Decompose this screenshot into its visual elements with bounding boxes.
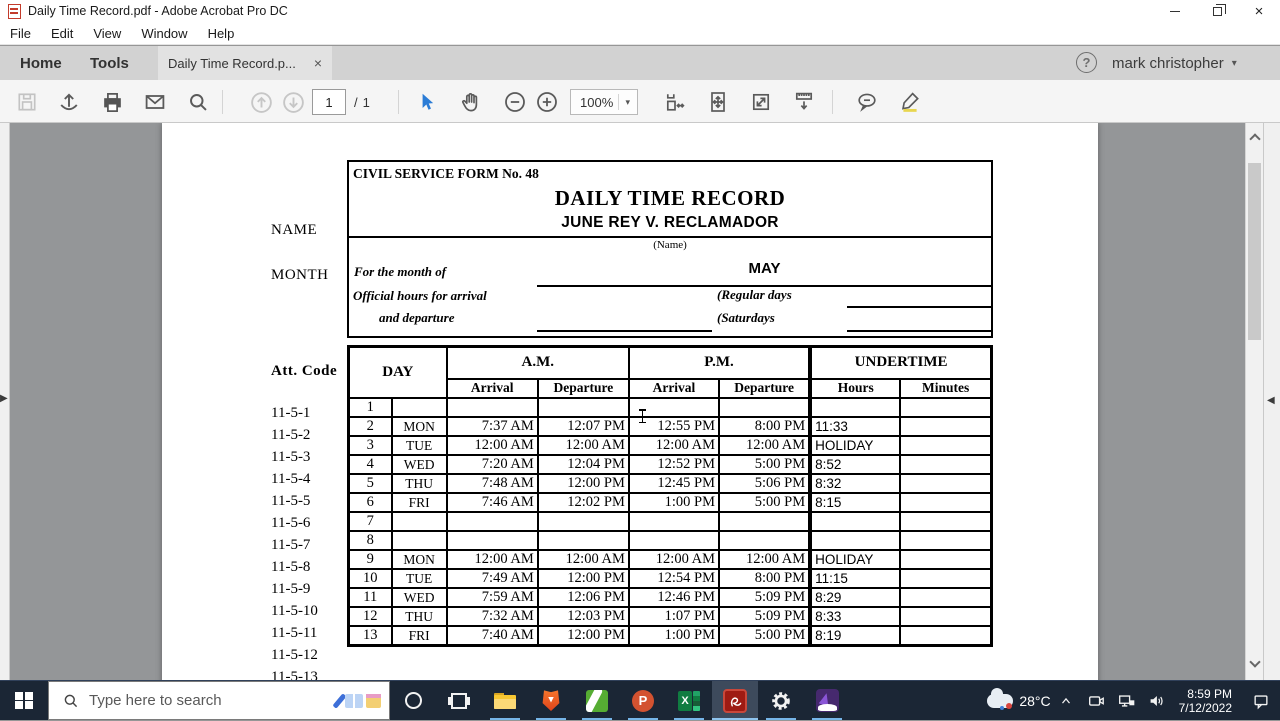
form-title: DAILY TIME RECORD: [349, 186, 991, 211]
cell-am-arrival: 7:32 AM: [447, 607, 538, 626]
cell-am-departure: 12:00 PM: [538, 474, 629, 493]
network-button[interactable]: [1111, 681, 1141, 721]
att-code: 11-5-4: [271, 469, 318, 491]
table-row: [349, 626, 992, 646]
header-pm-departure: Departure: [719, 379, 810, 398]
header-pm-arrival: Arrival: [629, 379, 719, 398]
att-code: 11-5-10: [271, 601, 318, 623]
cell-day: 6: [349, 493, 392, 512]
cell-dayname: MON: [392, 417, 447, 436]
cell-pm-departure: [719, 398, 810, 417]
document-viewer: [0, 123, 1280, 680]
toolbar-separator: [222, 90, 223, 114]
cell-pm-arrival: [629, 512, 719, 531]
table-row: [349, 531, 992, 550]
cell-pm-arrival: 12:00 AM: [629, 436, 719, 455]
cell-day: 10: [349, 569, 392, 588]
cell-hours: [810, 512, 900, 531]
tab-close-icon[interactable]: ×: [314, 55, 322, 71]
chevron-down-icon: ▾: [1232, 58, 1237, 69]
cell-am-departure: 12:04 PM: [538, 455, 629, 474]
email-button[interactable]: [140, 87, 170, 117]
cell-minutes: [900, 436, 991, 455]
fit-width-button[interactable]: [660, 87, 690, 117]
side-label-att-code: Att. Code: [271, 363, 337, 380]
gear-icon: [770, 690, 792, 712]
cell-pm-arrival: 1:00 PM: [629, 626, 719, 646]
att-code: 11-5-3: [271, 447, 318, 469]
scrolling-mode-icon: [792, 90, 816, 114]
network-icon: [1117, 692, 1135, 710]
menu-window[interactable]: Window: [131, 26, 197, 41]
cell-hours: 11:15: [810, 569, 900, 588]
cell-dayname: WED: [392, 588, 447, 607]
cell-minutes: [900, 474, 991, 493]
cell-pm-arrival: 12:52 PM: [629, 455, 719, 474]
highlighter-icon: [898, 90, 922, 114]
cell-day: 1: [349, 398, 392, 417]
month-label: For the month of: [354, 264, 446, 280]
cell-minutes: [900, 398, 991, 417]
clock[interactable]: [1179, 687, 1232, 715]
account-name: mark christopher: [1112, 55, 1224, 72]
cell-dayname: TUE: [392, 436, 447, 455]
weather-widget[interactable]: [987, 681, 1050, 721]
cell-pm-departure: 5:09 PM: [719, 588, 810, 607]
zoom-in-button[interactable]: [532, 87, 562, 117]
comment-button[interactable]: [852, 87, 882, 117]
att-code: 11-5-9: [271, 579, 318, 601]
header-am-departure: Departure: [538, 379, 629, 398]
text-cursor: [638, 409, 647, 423]
cell-hours: 11:33: [810, 417, 900, 436]
cell-am-departure: [538, 398, 629, 417]
underline: [847, 330, 992, 332]
restore-icon: [1213, 7, 1222, 16]
cell-pm-arrival: 12:45 PM: [629, 474, 719, 493]
cell-am-arrival: 7:40 AM: [447, 626, 538, 646]
zoom-level-dropdown[interactable]: [570, 89, 638, 115]
table-row: [349, 569, 992, 588]
taskbar-search-input[interactable]: [48, 681, 390, 720]
cell-am-arrival: 7:46 AM: [447, 493, 538, 512]
table-row: [349, 436, 992, 455]
speaker-icon: [1147, 692, 1165, 710]
table-row: [349, 550, 992, 569]
cell-day: 13: [349, 626, 392, 646]
att-code: 11-5-8: [271, 557, 318, 579]
acrobat-button[interactable]: [712, 681, 758, 720]
table-row: [349, 455, 992, 474]
title-bar: [0, 0, 1280, 22]
cell-hours: HOLIDAY: [810, 436, 900, 455]
cell-day: 2: [349, 417, 392, 436]
cell-pm-departure: 5:00 PM: [719, 493, 810, 512]
cell-am-departure: 12:00 AM: [538, 436, 629, 455]
header-am-arrival: Arrival: [447, 379, 538, 398]
weather-cloud-icon: [987, 694, 1013, 708]
zoom-in-icon: [535, 90, 559, 114]
page-count-separator: /: [354, 95, 358, 110]
cell-dayname: [392, 512, 447, 531]
cell-am-departure: 12:00 PM: [538, 626, 629, 646]
cell-pm-arrival: 1:07 PM: [629, 607, 719, 626]
zoom-out-button[interactable]: [500, 87, 530, 117]
highlighter-button[interactable]: [895, 87, 925, 117]
name-caption: (Name): [349, 239, 991, 251]
tab-home[interactable]: Home: [14, 46, 68, 80]
side-label-name: NAME: [271, 222, 317, 239]
hand-icon: [459, 90, 483, 114]
cell-pm-departure: [719, 512, 810, 531]
folder-icon: [494, 693, 516, 709]
minimize-button[interactable]: [1154, 0, 1196, 22]
cell-dayname: THU: [392, 607, 447, 626]
att-code: 11-5-7: [271, 535, 318, 557]
acrobat-icon: [723, 689, 747, 713]
att-code: 11-5-5: [271, 491, 318, 513]
official-hours-line2: and departure: [379, 310, 454, 326]
pdf-file-icon: [8, 4, 21, 19]
cell-am-arrival: 7:59 AM: [447, 588, 538, 607]
att-code: 11-5-6: [271, 513, 318, 535]
toolbar: [0, 80, 1280, 123]
side-label-month: MONTH: [271, 267, 329, 284]
cell-am-arrival: [447, 398, 538, 417]
volume-button[interactable]: [1141, 681, 1171, 721]
header-hours: Hours: [810, 379, 900, 398]
print-icon: [101, 91, 124, 114]
cortana-icon: [405, 692, 422, 709]
brave-browser-button[interactable]: [528, 681, 574, 720]
page-number-input[interactable]: 1: [312, 89, 346, 115]
scrollbar-thumb[interactable]: [1248, 163, 1261, 340]
window-controls: [1154, 0, 1280, 22]
menu-view[interactable]: View: [83, 26, 131, 41]
purple-app-button[interactable]: [804, 681, 850, 720]
pdf-page: [162, 123, 1098, 680]
cell-hours: [810, 398, 900, 417]
header-day: DAY: [349, 347, 447, 398]
cell-pm-departure: 5:06 PM: [719, 474, 810, 493]
cell-hours: 8:15: [810, 493, 900, 512]
previous-page-button[interactable]: [246, 87, 276, 117]
cell-minutes: [900, 493, 991, 512]
header-undertime: UNDERTIME: [810, 347, 991, 379]
cell-minutes: [900, 550, 991, 569]
zoom-out-icon: [503, 90, 527, 114]
page-count-total: 1: [363, 95, 370, 110]
toolbar-separator: [832, 90, 833, 114]
scroll-up-icon[interactable]: [1249, 133, 1260, 144]
excel-button[interactable]: [666, 681, 712, 720]
cell-am-departure: 12:00 PM: [538, 569, 629, 588]
cell-am-arrival: 7:48 AM: [447, 474, 538, 493]
cell-am-departure: [538, 531, 629, 550]
cell-pm-arrival: 1:00 PM: [629, 493, 719, 512]
taskbar: [0, 680, 1280, 720]
print-button[interactable]: [97, 87, 127, 117]
chevron-down-icon: ▾: [618, 94, 637, 110]
cell-pm-departure: 12:00 AM: [719, 550, 810, 569]
meet-now-icon: [1087, 692, 1105, 710]
cell-day: 9: [349, 550, 392, 569]
form-number: CIVIL SERVICE FORM No. 48: [353, 166, 539, 182]
scroll-down-button[interactable]: [1246, 658, 1263, 666]
fit-width-icon: [663, 90, 687, 114]
minimize-icon: [1170, 11, 1180, 12]
cell-day: 3: [349, 436, 392, 455]
account-menu[interactable]: [1112, 46, 1237, 80]
chevron-up-icon: [1059, 694, 1073, 708]
scroll-down-icon: [1249, 656, 1260, 667]
month-value: MAY: [537, 260, 992, 277]
zoom-level-value: 100%: [571, 95, 618, 110]
select-tool-button[interactable]: [412, 87, 442, 117]
start-button[interactable]: [0, 681, 48, 720]
underline: [537, 330, 712, 332]
purple-app-icon: [816, 689, 839, 712]
header-pm: P.M.: [629, 347, 810, 379]
scrolling-mode-button[interactable]: [789, 87, 819, 117]
cell-am-departure: 12:07 PM: [538, 417, 629, 436]
page-up-icon: [249, 90, 274, 115]
cell-minutes: [900, 569, 991, 588]
cell-am-departure: 12:03 PM: [538, 607, 629, 626]
search-icon: [187, 91, 210, 114]
window-title: Daily Time Record.pdf - Adobe Acrobat Pro DC: [28, 4, 288, 18]
actual-size-icon: [749, 90, 773, 114]
cell-pm-arrival: 12:00 AM: [629, 550, 719, 569]
cell-pm-departure: 8:00 PM: [719, 569, 810, 588]
header-minutes: Minutes: [900, 379, 991, 398]
cell-am-arrival: 7:20 AM: [447, 455, 538, 474]
cell-am-departure: [538, 512, 629, 531]
regular-days-label: (Regular days: [717, 287, 792, 303]
book-icon: [345, 694, 363, 708]
cell-dayname: FRI: [392, 493, 447, 512]
cell-hours: HOLIDAY: [810, 550, 900, 569]
powerpoint-icon: P: [632, 690, 654, 712]
table-row: [349, 417, 992, 436]
system-tray: [987, 681, 1280, 720]
page-down-icon: [281, 90, 306, 115]
fit-page-icon: [706, 90, 730, 114]
cell-dayname: [392, 398, 447, 417]
employee-name: JUNE REY V. RECLAMADOR: [349, 214, 991, 232]
file-explorer-button[interactable]: [482, 681, 528, 720]
att-code: 11-5-2: [271, 425, 318, 447]
cell-minutes: [900, 607, 991, 626]
save-button[interactable]: [12, 87, 42, 117]
cell-pm-departure: 5:00 PM: [719, 455, 810, 474]
tab-bar: [0, 46, 1280, 80]
cell-day: 11: [349, 588, 392, 607]
cell-day: 8: [349, 531, 392, 550]
cell-dayname: FRI: [392, 626, 447, 646]
next-page-button[interactable]: [278, 87, 308, 117]
underline: [847, 306, 992, 308]
table-row: [349, 493, 992, 512]
page-count: [354, 89, 370, 115]
cell-pm-arrival: [629, 531, 719, 550]
cell-hours: 8:19: [810, 626, 900, 646]
cell-day: 7: [349, 512, 392, 531]
vertical-scrollbar[interactable]: [1245, 123, 1263, 680]
notification-icon: [1252, 692, 1270, 710]
tab-document[interactable]: [158, 46, 332, 80]
cell-hours: 8:32: [810, 474, 900, 493]
form-header-box: [347, 160, 993, 238]
task-view-button[interactable]: [436, 681, 482, 720]
table-row: [349, 474, 992, 493]
cell-am-departure: 12:06 PM: [538, 588, 629, 607]
cell-am-departure: 12:02 PM: [538, 493, 629, 512]
coreldraw-icon: [586, 690, 608, 712]
save-icon: [16, 91, 38, 113]
toolbar-separator: [398, 90, 399, 114]
temperature: 28°C: [1019, 693, 1050, 709]
menu-bar: [0, 22, 1280, 45]
cell-hours: 8:29: [810, 588, 900, 607]
email-icon: [143, 90, 167, 114]
form-month-box: [347, 238, 993, 338]
right-panel-strip[interactable]: [1263, 123, 1280, 680]
cell-minutes: [900, 588, 991, 607]
right-panel-expand-icon[interactable]: ◀: [1267, 395, 1275, 406]
clock-time: 8:59 PM: [1179, 687, 1232, 701]
clock-date: 7/12/2022: [1179, 701, 1232, 715]
cortana-button[interactable]: [390, 681, 436, 720]
cell-minutes: [900, 626, 991, 646]
cell-day: 4: [349, 455, 392, 474]
cell-hours: 8:33: [810, 607, 900, 626]
meet-now-button[interactable]: [1081, 681, 1111, 721]
cell-pm-arrival: 12:46 PM: [629, 588, 719, 607]
cell-pm-departure: 5:00 PM: [719, 626, 810, 646]
hand-tool-button[interactable]: [456, 87, 486, 117]
cell-am-arrival: 7:37 AM: [447, 417, 538, 436]
cake-icon: [366, 694, 381, 708]
tab-tools[interactable]: Tools: [84, 46, 135, 80]
windows-logo-icon: [15, 692, 33, 710]
cell-am-arrival: [447, 512, 538, 531]
cell-minutes: [900, 417, 991, 436]
menu-file[interactable]: File: [0, 26, 41, 41]
cell-dayname: MON: [392, 550, 447, 569]
cell-hours: [810, 531, 900, 550]
share-icon: [57, 90, 81, 114]
cell-dayname: WED: [392, 455, 447, 474]
tab-document-label: Daily Time Record.p...: [168, 56, 308, 71]
powerpoint-button[interactable]: [620, 681, 666, 720]
close-button[interactable]: [1238, 0, 1280, 22]
select-arrow-icon: [416, 91, 438, 113]
menu-help[interactable]: Help: [198, 26, 245, 41]
comment-bubble-icon: [855, 90, 879, 114]
table-row: [349, 588, 992, 607]
cell-dayname: [392, 531, 447, 550]
find-button[interactable]: [183, 87, 213, 117]
att-code: 11-5-12: [271, 645, 318, 667]
settings-button[interactable]: [758, 681, 804, 720]
time-record-table: [347, 345, 993, 647]
cell-am-arrival: 12:00 AM: [447, 436, 538, 455]
cell-dayname: TUE: [392, 569, 447, 588]
table-row: [349, 607, 992, 626]
cell-minutes: [900, 531, 991, 550]
cell-minutes: [900, 455, 991, 474]
excel-icon: X: [678, 690, 700, 712]
task-view-icon: [451, 693, 467, 709]
cell-am-arrival: [447, 531, 538, 550]
cell-day: 12: [349, 607, 392, 626]
cell-am-arrival: 7:49 AM: [447, 569, 538, 588]
cell-minutes: [900, 512, 991, 531]
table-row: [349, 512, 992, 531]
cell-am-arrival: 12:00 AM: [447, 550, 538, 569]
header-am: A.M.: [447, 347, 629, 379]
cell-day: 5: [349, 474, 392, 493]
menu-edit[interactable]: Edit: [41, 26, 83, 41]
search-doodle-icon[interactable]: [337, 693, 381, 709]
coreldraw-button[interactable]: [574, 681, 620, 720]
cell-pm-departure: 8:00 PM: [719, 417, 810, 436]
cell-pm-arrival: 12:55 PM: [629, 417, 719, 436]
cell-hours: 8:52: [810, 455, 900, 474]
brave-icon: [541, 690, 561, 712]
saturdays-label: (Saturdays: [717, 310, 775, 326]
cell-pm-departure: 12:00 AM: [719, 436, 810, 455]
att-code-list: [271, 403, 318, 680]
action-center-button[interactable]: [1242, 681, 1280, 721]
table-row: [349, 398, 992, 417]
cell-pm-arrival: 12:54 PM: [629, 569, 719, 588]
close-icon: ×: [1255, 3, 1264, 20]
att-code: 11-5-13: [271, 667, 318, 680]
att-code: 11-5-1: [271, 403, 318, 425]
att-code: 11-5-11: [271, 623, 318, 645]
restore-button[interactable]: [1196, 0, 1238, 22]
search-icon: [63, 693, 79, 709]
share-button[interactable]: [54, 87, 84, 117]
tray-expand-button[interactable]: [1051, 681, 1081, 721]
help-icon[interactable]: ?: [1076, 52, 1097, 73]
left-panel-strip[interactable]: [0, 123, 10, 680]
search-placeholder: Type here to search: [89, 692, 337, 709]
cell-pm-departure: [719, 531, 810, 550]
cell-dayname: THU: [392, 474, 447, 493]
actual-size-button[interactable]: [746, 87, 776, 117]
left-panel-expand-icon[interactable]: ▶: [0, 393, 8, 404]
cell-am-departure: 12:00 AM: [538, 550, 629, 569]
fit-page-button[interactable]: [703, 87, 733, 117]
official-hours-line1: Official hours for arrival: [353, 288, 487, 304]
cell-pm-departure: 5:09 PM: [719, 607, 810, 626]
